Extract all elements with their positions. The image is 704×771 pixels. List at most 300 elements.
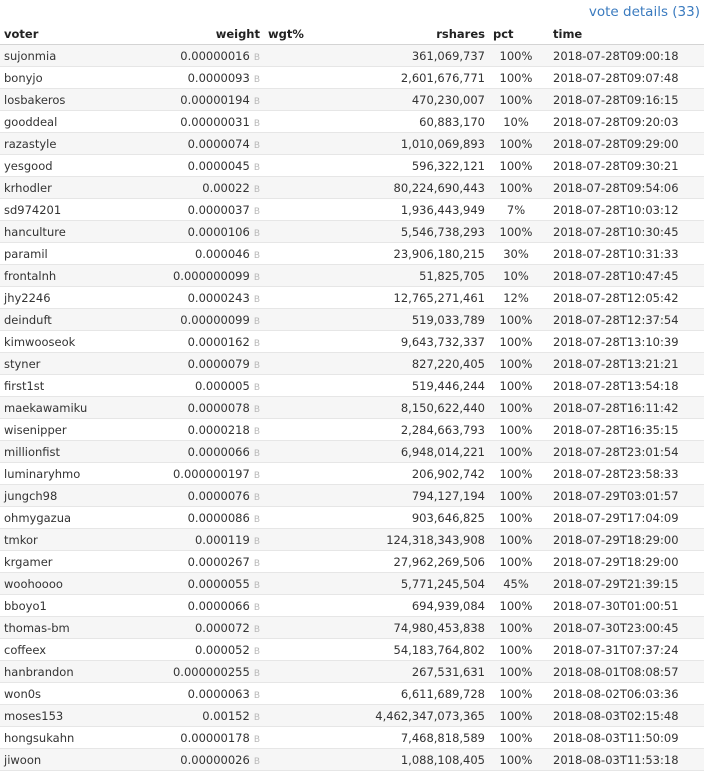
weight-value: 0.0000086 [187,510,250,525]
rshares-value: 694,939,084 [324,595,489,617]
voter-name[interactable]: bboyo1 [0,595,132,617]
unit-symbol: B [253,624,260,635]
wgt-pct-cell [264,727,324,749]
wgt-pct-cell [264,287,324,309]
wgt-pct-cell [264,397,324,419]
table-row [0,749,704,771]
weight-cell [132,353,264,375]
rshares-value: 6,948,014,221 [324,441,489,463]
table-row [0,199,704,221]
weight-cell [132,221,264,243]
weight-value: 0.0000055 [187,576,250,591]
voter-name[interactable]: yesgood [0,155,132,177]
weight-value: 0.0000078 [187,400,250,415]
pct-value: 7% [489,199,543,221]
rshares-value: 74,980,453,838 [324,617,489,639]
unit-symbol: B [253,558,260,569]
rshares-value: 5,771,245,504 [324,573,489,595]
wgt-pct-cell [264,221,324,243]
unit-symbol: B [253,426,260,437]
weight-cell [132,529,264,551]
unit-symbol: B [253,470,260,481]
voter-name[interactable]: sd974201 [0,199,132,221]
unit-symbol: B [253,646,260,657]
rshares-value: 60,883,170 [324,111,489,133]
time-value: 2018-07-28T09:07:48 [543,67,704,89]
table-row [0,463,704,485]
unit-symbol: B [253,52,260,63]
table-row [0,89,704,111]
rshares-value: 2,284,663,793 [324,419,489,441]
pct-value: 100% [489,617,543,639]
unit-symbol: B [253,272,260,283]
pct-value: 100% [489,727,543,749]
unit-symbol: B [253,448,260,459]
pct-value: 100% [489,67,543,89]
table-row [0,243,704,265]
weight-value: 0.0000079 [187,356,250,371]
weight-cell [132,595,264,617]
weight-cell [132,45,264,67]
column-header-time[interactable]: time [543,24,704,45]
table-row [0,265,704,287]
unit-symbol: B [253,602,260,613]
weight-value: 0.0000037 [187,202,250,217]
time-value: 2018-07-29T03:01:57 [543,485,704,507]
voter-name[interactable]: first1st [0,375,132,397]
voter-name[interactable]: moses153 [0,705,132,727]
voter-name[interactable]: jiwoon [0,749,132,771]
rshares-value: 1,088,108,405 [324,749,489,771]
unit-symbol: B [253,712,260,723]
voter-name[interactable]: maekawamiku [0,397,132,419]
pct-value: 100% [489,45,543,67]
rshares-value: 470,230,007 [324,89,489,111]
rshares-value: 794,127,194 [324,485,489,507]
vote-rows [0,45,704,771]
voter-name[interactable]: hanculture [0,221,132,243]
table-row [0,617,704,639]
table-row [0,287,704,309]
weight-value: 0.0000243 [187,290,250,305]
weight-cell [132,331,264,353]
voter-name[interactable]: ohmygazua [0,507,132,529]
wgt-pct-cell [264,705,324,727]
unit-symbol: B [253,734,260,745]
table-row [0,155,704,177]
time-value: 2018-07-28T12:37:54 [543,309,704,331]
weight-value: 0.00000099 [180,312,250,327]
weight-value: 0.0000218 [187,422,250,437]
wgt-pct-cell [264,155,324,177]
weight-value: 0.0000076 [187,488,250,503]
wgt-pct-cell [264,45,324,67]
weight-value: 0.00000031 [180,114,250,129]
voter-name[interactable]: hanbrandon [0,661,132,683]
time-value: 2018-07-31T07:37:24 [543,639,704,661]
weight-cell [132,485,264,507]
table-row [0,177,704,199]
rshares-value: 596,322,121 [324,155,489,177]
weight-cell [132,551,264,573]
wgt-pct-cell [264,573,324,595]
wgt-pct-cell [264,133,324,155]
voter-name[interactable]: krhodler [0,177,132,199]
pct-value: 100% [489,639,543,661]
unit-symbol: B [253,668,260,679]
wgt-pct-cell [264,265,324,287]
time-value: 2018-07-28T16:35:15 [543,419,704,441]
time-value: 2018-07-30T01:00:51 [543,595,704,617]
wgt-pct-cell [264,375,324,397]
rshares-value: 27,962,269,506 [324,551,489,573]
pct-value: 100% [489,419,543,441]
voter-name[interactable]: coffeex [0,639,132,661]
time-value: 2018-07-28T09:16:15 [543,89,704,111]
pct-value: 100% [489,309,543,331]
rshares-value: 8,150,622,440 [324,397,489,419]
vote-table [0,24,704,771]
table-row [0,67,704,89]
table-row [0,573,704,595]
weight-value: 0.00000194 [180,92,250,107]
wgt-pct-cell [264,551,324,573]
pct-value: 100% [489,133,543,155]
weight-cell [132,397,264,419]
time-value: 2018-08-03T02:15:48 [543,705,704,727]
weight-cell [132,133,264,155]
wgt-pct-cell [264,309,324,331]
table-row [0,133,704,155]
rshares-value: 5,546,738,293 [324,221,489,243]
rshares-value: 206,902,742 [324,463,489,485]
weight-cell [132,441,264,463]
pct-value: 100% [489,683,543,705]
table-row [0,45,704,67]
weight-value: 0.000052 [194,642,250,657]
time-value: 2018-07-28T10:30:45 [543,221,704,243]
weight-value: 0.000000255 [172,664,250,679]
weight-cell [132,67,264,89]
voter-name[interactable]: kimwooseok [0,331,132,353]
weight-cell [132,265,264,287]
wgt-pct-cell [264,683,324,705]
rshares-value: 2,601,676,771 [324,67,489,89]
pct-value: 100% [489,749,543,771]
time-value: 2018-07-30T23:00:45 [543,617,704,639]
table-row [0,485,704,507]
weight-value: 0.0000162 [187,334,250,349]
unit-symbol: B [253,514,260,525]
time-value: 2018-07-28T13:54:18 [543,375,704,397]
voter-name[interactable]: deinduft [0,309,132,331]
weight-value: 0.0000045 [187,158,250,173]
weight-cell [132,617,264,639]
pct-value: 45% [489,573,543,595]
table-row [0,639,704,661]
time-value: 2018-07-28T13:10:39 [543,331,704,353]
wgt-pct-cell [264,243,324,265]
table-row [0,375,704,397]
table-row [0,507,704,529]
weight-value: 0.0000106 [187,224,250,239]
voter-name[interactable]: wisenipper [0,419,132,441]
rshares-value: 54,183,764,802 [324,639,489,661]
voter-name[interactable]: bonyjo [0,67,132,89]
weight-value: 0.00000178 [180,730,250,745]
unit-symbol: B [253,360,260,371]
weight-value: 0.0000066 [187,444,250,459]
unit-symbol: B [253,250,260,261]
table-header-row [0,24,704,45]
table-row [0,309,704,331]
wgt-pct-cell [264,353,324,375]
time-value: 2018-07-28T13:21:21 [543,353,704,375]
unit-symbol: B [253,338,260,349]
unit-symbol: B [253,74,260,85]
table-row [0,331,704,353]
weight-cell [132,419,264,441]
voter-name[interactable]: millionfist [0,441,132,463]
pct-value: 100% [489,463,543,485]
time-value: 2018-07-29T21:39:15 [543,573,704,595]
unit-symbol: B [253,382,260,393]
wgt-pct-cell [264,507,324,529]
time-value: 2018-07-28T12:05:42 [543,287,704,309]
pct-value: 100% [489,529,543,551]
weight-value: 0.000000197 [172,466,250,481]
pct-value: 100% [489,177,543,199]
weight-value: 0.000046 [194,246,250,261]
voter-name[interactable]: tmkor [0,529,132,551]
time-value: 2018-07-28T10:31:33 [543,243,704,265]
weight-value: 0.0000093 [187,70,250,85]
weight-cell [132,639,264,661]
weight-cell [132,89,264,111]
weight-cell [132,287,264,309]
unit-symbol: B [253,690,260,701]
unit-symbol: B [253,228,260,239]
weight-cell [132,463,264,485]
pct-value: 100% [489,397,543,419]
weight-value: 0.00022 [202,180,250,195]
weight-cell [132,309,264,331]
rshares-value: 9,643,732,337 [324,331,489,353]
unit-symbol: B [253,580,260,591]
table-row [0,221,704,243]
time-value: 2018-07-29T17:04:09 [543,507,704,529]
unit-symbol: B [253,162,260,173]
pct-value: 10% [489,265,543,287]
time-value: 2018-08-03T11:53:18 [543,749,704,771]
table-row [0,419,704,441]
voter-name[interactable]: won0s [0,683,132,705]
column-header-weight[interactable]: weight [132,24,264,45]
rshares-value: 1,010,069,893 [324,133,489,155]
wgt-pct-cell [264,199,324,221]
weight-value: 0.00000026 [180,752,250,767]
time-value: 2018-07-29T18:29:00 [543,551,704,573]
wgt-pct-cell [264,111,324,133]
unit-symbol: B [253,536,260,547]
pct-value: 100% [489,551,543,573]
weight-value: 0.000119 [194,532,250,547]
time-value: 2018-08-02T06:03:36 [543,683,704,705]
rshares-value: 903,646,825 [324,507,489,529]
table-row [0,441,704,463]
pct-value: 100% [489,221,543,243]
weight-cell [132,375,264,397]
table-row [0,551,704,573]
unit-symbol: B [253,206,260,217]
time-value: 2018-07-28T23:58:33 [543,463,704,485]
unit-symbol: B [253,294,260,305]
rshares-value: 7,468,818,589 [324,727,489,749]
wgt-pct-cell [264,617,324,639]
time-value: 2018-08-03T11:50:09 [543,727,704,749]
voter-name[interactable]: sujonmia [0,45,132,67]
wgt-pct-cell [264,485,324,507]
top-bar [0,0,704,24]
voter-name[interactable]: gooddeal [0,111,132,133]
voter-name[interactable]: luminaryhmo [0,463,132,485]
voter-name[interactable]: jungch98 [0,485,132,507]
time-value: 2018-07-28T10:47:45 [543,265,704,287]
voter-name[interactable]: thomas-bm [0,617,132,639]
wgt-pct-cell [264,749,324,771]
weight-value: 0.000005 [194,378,250,393]
weight-cell [132,177,264,199]
rshares-value: 519,033,789 [324,309,489,331]
voter-name[interactable]: styner [0,353,132,375]
rshares-value: 23,906,180,215 [324,243,489,265]
time-value: 2018-07-28T23:01:54 [543,441,704,463]
weight-cell [132,111,264,133]
time-value: 2018-07-28T10:03:12 [543,199,704,221]
wgt-pct-cell [264,463,324,485]
weight-cell [132,749,264,771]
column-header-rshares[interactable]: rshares [324,24,489,45]
wgt-pct-cell [264,331,324,353]
weight-cell [132,573,264,595]
column-header-voter[interactable]: voter [0,24,132,45]
time-value: 2018-07-28T16:11:42 [543,397,704,419]
table-row [0,727,704,749]
column-header-pct[interactable]: pct [489,24,543,45]
rshares-value: 124,318,343,908 [324,529,489,551]
pct-value: 100% [489,441,543,463]
rshares-value: 12,765,271,461 [324,287,489,309]
wgt-pct-cell [264,419,324,441]
wgt-pct-cell [264,441,324,463]
unit-symbol: B [253,404,260,415]
pct-value: 100% [489,353,543,375]
time-value: 2018-07-28T09:54:06 [543,177,704,199]
weight-value: 0.0000074 [187,136,250,151]
time-value: 2018-07-28T09:30:21 [543,155,704,177]
pct-value: 100% [489,155,543,177]
voter-name[interactable]: frontalnh [0,265,132,287]
wgt-pct-cell [264,595,324,617]
weight-cell [132,199,264,221]
rshares-value: 6,611,689,728 [324,683,489,705]
unit-symbol: B [253,492,260,503]
wgt-pct-cell [264,67,324,89]
pct-value: 100% [489,331,543,353]
wgt-pct-cell [264,661,324,683]
table-row [0,529,704,551]
pct-value: 100% [489,661,543,683]
voter-name[interactable]: losbakeros [0,89,132,111]
weight-value: 0.0000267 [187,554,250,569]
table-row [0,661,704,683]
pct-value: 100% [489,705,543,727]
weight-value: 0.000000099 [172,268,250,283]
voter-name[interactable]: paramil [0,243,132,265]
pct-value: 100% [489,375,543,397]
wgt-pct-cell [264,89,324,111]
pct-value: 10% [489,111,543,133]
wgt-pct-cell [264,639,324,661]
wgt-pct-cell [264,177,324,199]
weight-value: 0.000072 [194,620,250,635]
pct-value: 100% [489,89,543,111]
table-row [0,683,704,705]
wgt-pct-cell [264,529,324,551]
weight-cell [132,155,264,177]
rshares-value: 361,069,737 [324,45,489,67]
rshares-value: 827,220,405 [324,353,489,375]
table-row [0,595,704,617]
column-header-wgt-pct[interactable]: wgt% [264,24,324,45]
vote-details-link[interactable]: vote details (33) [588,4,700,20]
voter-name[interactable]: razastyle [0,133,132,155]
voter-name[interactable]: woohoooo [0,573,132,595]
unit-symbol: B [253,184,260,195]
pct-value: 12% [489,287,543,309]
weight-value: 0.0000066 [187,598,250,613]
unit-symbol: B [253,140,260,151]
rshares-value: 1,936,443,949 [324,199,489,221]
weight-cell [132,661,264,683]
time-value: 2018-07-28T09:00:18 [543,45,704,67]
table-row [0,397,704,419]
rshares-value: 80,224,690,443 [324,177,489,199]
time-value: 2018-07-28T09:20:03 [543,111,704,133]
voter-name[interactable]: hongsukahn [0,727,132,749]
pct-value: 100% [489,485,543,507]
weight-value: 0.0000063 [187,686,250,701]
unit-symbol: B [253,96,260,107]
pct-value: 100% [489,507,543,529]
rshares-value: 4,462,347,073,365 [324,705,489,727]
weight-value: 0.00152 [202,708,250,723]
pct-value: 100% [489,595,543,617]
rshares-value: 51,825,705 [324,265,489,287]
weight-cell [132,705,264,727]
time-value: 2018-08-01T08:08:57 [543,661,704,683]
unit-symbol: B [253,316,260,327]
weight-value: 0.00000016 [180,48,250,63]
voter-name[interactable]: krgamer [0,551,132,573]
time-value: 2018-07-29T18:29:00 [543,529,704,551]
weight-cell [132,243,264,265]
weight-cell [132,727,264,749]
unit-symbol: B [253,756,260,767]
pct-value: 30% [489,243,543,265]
voter-name[interactable]: jhy2246 [0,287,132,309]
rshares-value: 267,531,631 [324,661,489,683]
